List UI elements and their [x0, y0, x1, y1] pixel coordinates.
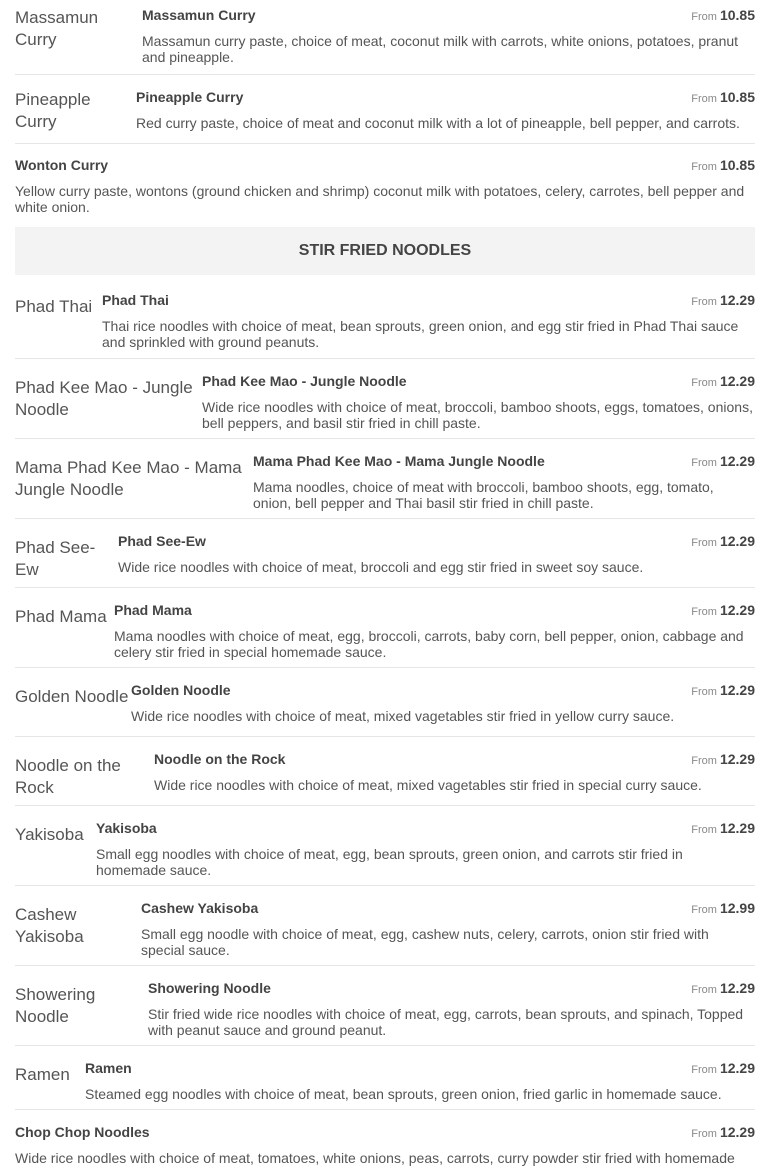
from-label: From: [691, 377, 717, 389]
price-value: 12.29: [719, 373, 755, 389]
item-image-placeholder: [15, 820, 96, 846]
item-price: [691, 1124, 755, 1142]
menu-item[interactable]: [15, 0, 755, 75]
item-name: Pineapple Curry: [136, 89, 244, 105]
from-label: From: [691, 296, 717, 308]
item-image-placeholder: [15, 751, 154, 799]
item-body: [142, 7, 755, 65]
item-body: [102, 292, 755, 350]
item-description: Wide rice noodles with choice of meat, broccoli, bamboo shoots, eggs, tomatoes, onions, bell peppers, and basil stir fried in chill paste.: [202, 399, 753, 431]
menu-item[interactable]: [15, 75, 755, 144]
from-label: From: [691, 457, 717, 469]
item-name: Showering Noodle: [148, 980, 271, 996]
menu-item[interactable]: [15, 519, 755, 588]
image-alt-text: Cashew Yakisoba: [15, 905, 84, 946]
item-price: [691, 682, 755, 700]
price-value: 12.29: [719, 533, 755, 549]
price-value: 12.29: [719, 453, 755, 469]
item-price: [691, 602, 755, 620]
item-name: Phad See-Ew: [118, 533, 206, 549]
item-image-placeholder: [15, 453, 253, 501]
price-value: 12.99: [719, 900, 755, 916]
item-name: Phad Mama: [114, 602, 192, 618]
item-description: Yellow curry paste, wontons (ground chicken and shrimp) coconut milk with potatoes, celery, carrotes, bell pepper and white onion.: [15, 183, 745, 215]
item-image-placeholder: [15, 89, 136, 133]
item-image-placeholder: [15, 292, 102, 318]
menu-item[interactable]: [15, 668, 755, 737]
menu-item[interactable]: [15, 1110, 755, 1170]
menu-item[interactable]: [15, 290, 755, 359]
item-body: [15, 157, 755, 215]
item-image-placeholder: [15, 602, 114, 628]
item-body: [96, 820, 755, 878]
item-description: Small egg noodles with choice of meat, egg, bean sprouts, green onion, and carrots stir fried in homemade sauce.: [96, 846, 683, 878]
from-label: From: [691, 606, 717, 618]
from-label: From: [691, 686, 717, 698]
menu-item[interactable]: [15, 144, 755, 214]
item-description: Stir fried wide rice noodles with choice of meat, egg, carrots, bean sprouts, and spinach, Topped with peanut sauce and ground peanut.: [148, 1006, 744, 1038]
price-value: 12.29: [719, 602, 755, 618]
item-image-placeholder: [15, 900, 141, 948]
section-header: STIR FRIED NOODLES: [15, 227, 755, 275]
from-label: From: [691, 1064, 717, 1076]
from-label: From: [691, 824, 717, 836]
item-image-placeholder: [15, 1060, 85, 1086]
image-alt-text: Phad Kee Mao - Jungle Noodle: [15, 378, 193, 419]
item-price: [691, 900, 755, 918]
image-alt-text: Golden Noodle: [15, 687, 129, 706]
menu-item[interactable]: [15, 1046, 755, 1110]
item-description: Red curry paste, choice of meat and coconut milk with a lot of pineapple, bell pepper, and carrots.: [136, 115, 740, 131]
from-label: From: [691, 1128, 717, 1140]
image-alt-text: Noodle on the Rock: [15, 756, 121, 797]
image-alt-text: Massamun Curry: [15, 8, 99, 49]
menu-item[interactable]: [15, 737, 755, 806]
price-value: 12.29: [719, 1124, 755, 1140]
price-value: 10.85: [719, 89, 755, 105]
item-body: [202, 373, 755, 431]
item-price: [691, 292, 755, 310]
item-image-placeholder: [15, 682, 131, 708]
item-body: [15, 1124, 755, 1166]
item-image-placeholder: [15, 533, 118, 581]
menu-item[interactable]: [15, 439, 755, 519]
from-label: From: [691, 93, 717, 105]
price-value: 12.29: [719, 751, 755, 767]
image-alt-text: Mama Phad Kee Mao - Mama Jungle Noodle: [15, 458, 242, 499]
item-body: [141, 900, 755, 958]
item-body: [136, 89, 755, 131]
price-value: 12.29: [719, 682, 755, 698]
item-description: Wide rice noodles with choice of meat, tomatoes, white onions, peas, carrots, curry powder stir fried with homemade: [15, 1150, 735, 1166]
item-image-placeholder: [15, 7, 142, 51]
item-name: Phad Kee Mao - Jungle Noodle: [202, 373, 407, 389]
item-description: Small egg noodle with choice of meat, egg, cashew nuts, celery, carrots, onion stir fried with special sauce.: [141, 926, 709, 958]
from-label: From: [691, 11, 717, 23]
price-value: 12.29: [719, 292, 755, 308]
item-name: Cashew Yakisoba: [141, 900, 259, 916]
menu-item[interactable]: [15, 806, 755, 886]
item-name: Mama Phad Kee Mao - Mama Jungle Noodle: [253, 453, 545, 469]
image-alt-text: Phad See-Ew: [15, 538, 96, 579]
item-name: Yakisoba: [96, 820, 157, 836]
item-name: Chop Chop Noodles: [15, 1124, 150, 1140]
item-price: [691, 533, 755, 551]
item-description: Thai rice noodles with choice of meat, bean sprouts, green onion, and egg stir fried in Phad Thai sauce and sprinkled with ground peanuts.: [102, 318, 739, 350]
item-name: Golden Noodle: [131, 682, 231, 698]
from-label: From: [691, 904, 717, 916]
menu-item[interactable]: [15, 359, 755, 439]
price-value: 12.29: [719, 980, 755, 996]
price-value: 12.29: [719, 1060, 755, 1076]
item-name: Wonton Curry: [15, 157, 109, 173]
item-price: [691, 89, 755, 107]
item-name: Massamun Curry: [142, 7, 256, 23]
from-label: From: [691, 161, 717, 173]
item-description: Wide rice noodles with choice of meat, mixed vagetables stir fried in yellow curry sauce.: [131, 708, 675, 724]
image-alt-text: Pineapple Curry: [15, 90, 91, 131]
menu-item[interactable]: [15, 588, 755, 668]
item-price: [691, 157, 755, 175]
item-price: [691, 820, 755, 838]
item-body: [148, 980, 755, 1038]
item-name: Noodle on the Rock: [154, 751, 286, 767]
item-body: [154, 751, 755, 793]
item-body: [131, 682, 755, 724]
menu-item[interactable]: [15, 966, 755, 1046]
menu-item[interactable]: [15, 886, 755, 966]
item-description: Massamun curry paste, choice of meat, coconut milk with carrots, white onions, potatoes, pranut and pineapple.: [142, 33, 739, 65]
price-value: 10.85: [719, 157, 755, 173]
item-body: [253, 453, 755, 511]
item-price: [691, 980, 755, 998]
image-alt-text: Phad Mama: [15, 607, 107, 626]
item-name: Ramen: [85, 1060, 132, 1076]
image-alt-text: Phad Thai: [15, 297, 93, 316]
price-value: 12.29: [719, 820, 755, 836]
item-price: [691, 373, 755, 391]
from-label: From: [691, 984, 717, 996]
item-description: Wide rice noodles with choice of meat, mixed vagetables stir fried in special curry sauce.: [154, 777, 702, 793]
item-name: Phad Thai: [102, 292, 169, 308]
item-description: Steamed egg noodles with choice of meat, bean sprouts, green onion, fried garlic in homemade sauce.: [85, 1086, 722, 1102]
image-alt-text: Yakisoba: [15, 825, 84, 844]
item-image-placeholder: [15, 980, 148, 1028]
image-alt-text: Ramen: [15, 1065, 70, 1084]
price-value: 10.85: [719, 7, 755, 23]
item-body: [114, 602, 755, 660]
item-description: Wide rice noodles with choice of meat, broccoli and egg stir fried in sweet soy sauce.: [118, 559, 644, 575]
item-price: [691, 453, 755, 471]
item-body: [118, 533, 755, 575]
from-label: From: [691, 755, 717, 767]
item-price: [691, 751, 755, 769]
item-description: Mama noodles, choice of meat with broccoli, bamboo shoots, egg, tomato, onion, bell pepper and Thai basil stir fried in chill paste.: [253, 479, 714, 511]
item-body: [85, 1060, 755, 1102]
item-price: [691, 7, 755, 25]
item-image-placeholder: [15, 373, 202, 421]
item-description: Mama noodles with choice of meat, egg, broccoli, carrots, baby corn, bell pepper, onion, cabbage and celery stir fried in special homemade sauce.: [114, 628, 744, 660]
image-alt-text: Showering Noodle: [15, 985, 96, 1026]
item-price: [691, 1060, 755, 1078]
from-label: From: [691, 537, 717, 549]
